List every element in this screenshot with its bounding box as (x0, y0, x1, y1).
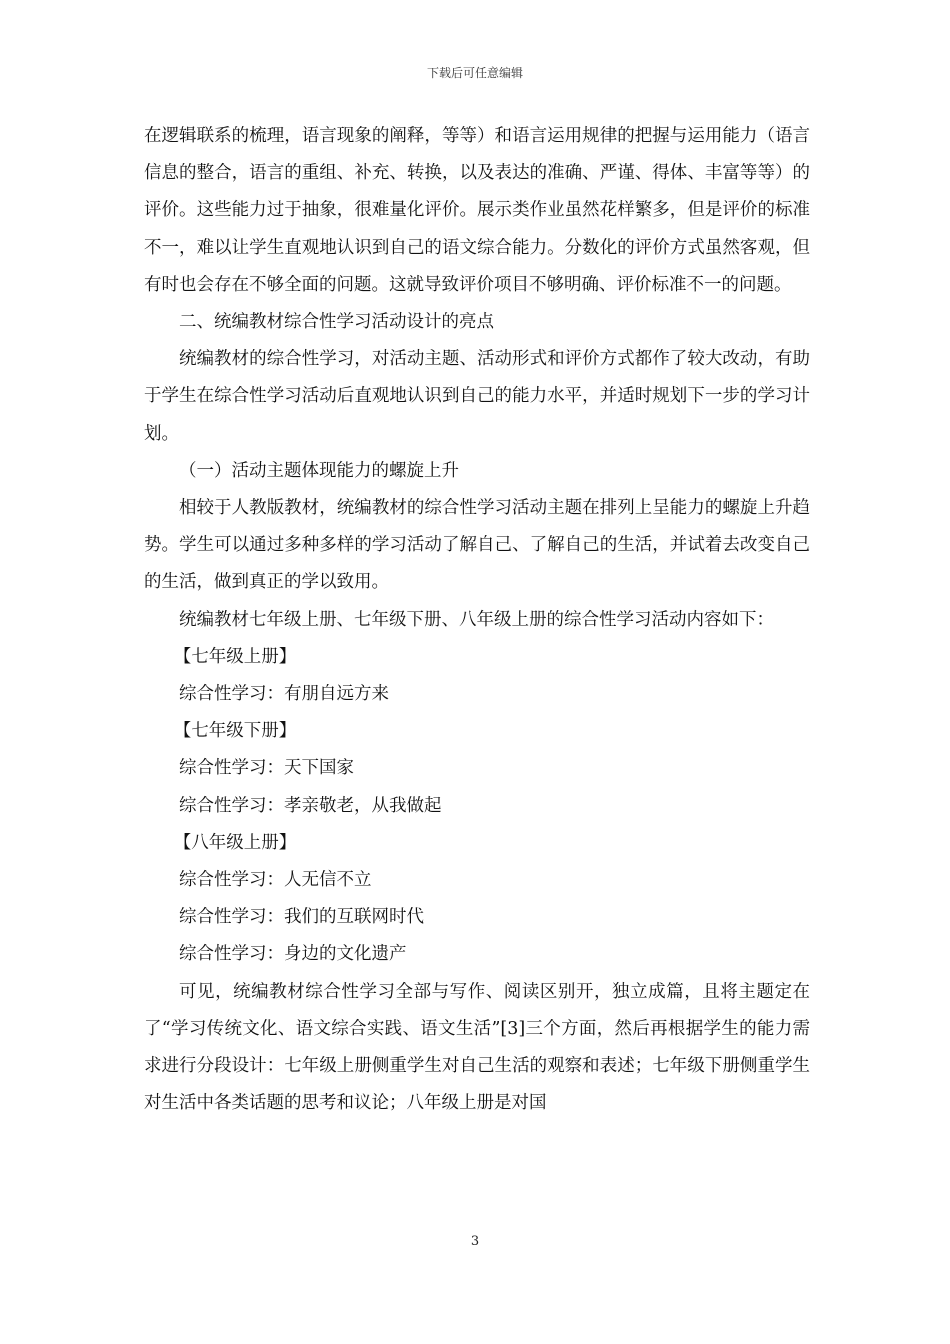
list-item: 综合性学习：孝亲敬老，从我做起 (179, 795, 442, 816)
list-item: 综合性学习：人无信不立 (179, 870, 372, 891)
paragraph-conclusion: 可见，统编教材综合性学习全部与写作、阅读区别开，独立成篇，且将主题定在了“学习传统文化、语文综合实践、语文生活”[3]三个方面，然后再根据学生的能力需求进行分段设计：七年级上册侧重学生对自己生活的观察和表述；七年级下册侧重学生对生活中各类话题的思考和议论；八年级上册是对国 (144, 981, 810, 1114)
paragraph-continuation: 在逻辑联系的梳理，语言现象的阐释，等等）和语言运用规律的把握与运用能力（语言信息的整合，语言的重组、补充、转换，以及表达的准确、严谨、得体、丰富等等）的评价。这些能力过于抽象，很难量化评价。展示类作业虽然花样繁多，但是评价的标准不一，难以让学生直观地认识到自己的语文综合能力。分数化的评价方式虽然客观，但有时也会存在不够全面的问题。这就导致评价项目不够明确、评价标准不一的问题。 (144, 126, 810, 295)
grade-title-7-lower: 【七年级下册】 (173, 721, 297, 742)
grade-title-7-upper: 【七年级上册】 (173, 646, 297, 667)
list-item: 综合性学习：我们的互联网时代 (179, 907, 424, 928)
subsection-heading: （一）活动主题体现能力的螺旋上升 (179, 460, 459, 481)
page-number: 3 (470, 1234, 480, 1249)
paragraph-list-intro: 统编教材七年级上册、七年级下册、八年级上册的综合性学习活动内容如下： (179, 609, 774, 630)
paragraph-theme: 相较于人教版教材，统编教材的综合性学习活动主题在排列上呈能力的螺旋上升趋势。学生可以通过多种多样的学习活动了解自己、了解自己的生活，并试着去改变自己的生活，做到真正的学以致用。 (144, 498, 810, 593)
section-heading: 二、统编教材综合性学习活动设计的亮点 (179, 312, 494, 333)
list-item: 综合性学习：身边的文化遗产 (179, 944, 407, 965)
grade-title-8-upper: 【八年级上册】 (173, 832, 297, 853)
page-header: 下载后可任意编辑 (426, 66, 523, 80)
list-item: 综合性学习：有朋自远方来 (179, 684, 389, 705)
list-item: 综合性学习：天下国家 (179, 758, 354, 779)
document-body (144, 118, 810, 1122)
paragraph-intro: 统编教材的综合性学习，对活动主题、活动形式和评价方式都作了较大改动，有助于学生在综合性学习活动后直观地认识到自己的能力水平，并适时规划下一步的学习计划。 (144, 349, 810, 444)
